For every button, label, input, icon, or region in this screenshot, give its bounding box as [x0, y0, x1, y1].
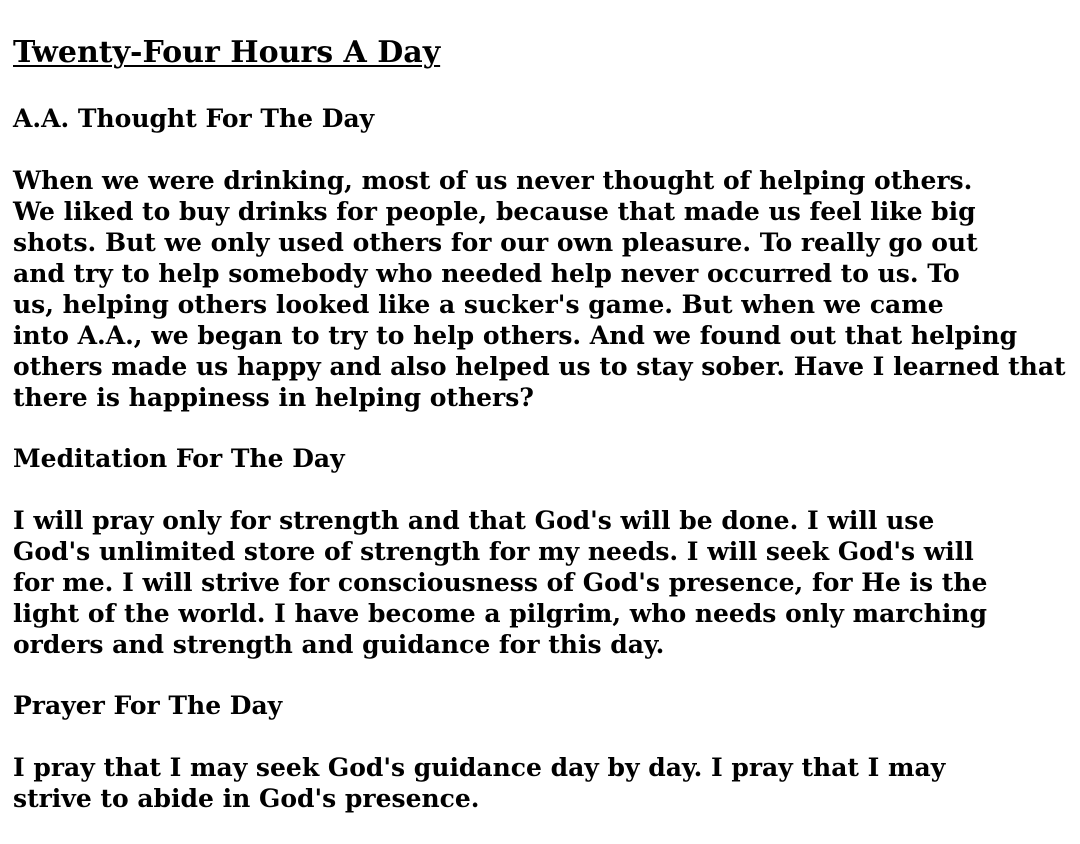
text-line: others made us happy and also helped us to stay sober. Have I learned that: [13, 352, 1066, 381]
text-line: there is happiness in helping others?: [13, 383, 534, 412]
section-heading-prayer: Prayer For The Day: [13, 691, 283, 720]
text-line: and try to help somebody who needed help never occurred to us. To: [13, 259, 960, 288]
text-line: into A.A., we began to try to help others. And we found out that helping: [13, 321, 1018, 350]
text-line: orders and strength and guidance for this day.: [13, 630, 665, 659]
text-line: God's unlimited store of strength for my needs. I will seek God's will: [13, 537, 974, 566]
text-line: I will pray only for strength and that God's will be done. I will use: [13, 506, 935, 535]
page-title: Twenty-Four Hours A Day: [13, 35, 441, 70]
text-line: When we were drinking, most of us never thought of helping others.: [13, 166, 973, 195]
text-line: We liked to buy drinks for people, because that made us feel like big: [13, 197, 976, 226]
text-line: for me. I will strive for consciousness of God's presence, for He is the: [13, 568, 988, 597]
section-body-meditation: [13, 505, 987, 660]
text-line: I pray that I may seek God's guidance day by day. I pray that I may: [13, 753, 946, 782]
text-line: strive to abide in God's presence.: [13, 784, 480, 813]
text-line: light of the world. I have become a pilgrim, who needs only marching: [13, 599, 988, 628]
text-line: us, helping others looked like a sucker's game. But when we came: [13, 290, 944, 319]
section-body-thought: [13, 165, 1066, 413]
section-body-prayer: [13, 752, 945, 814]
section-heading-meditation: Meditation For The Day: [13, 444, 345, 473]
text-line: shots. But we only used others for our own pleasure. To really go out: [13, 228, 978, 257]
section-heading-thought: A.A. Thought For The Day: [13, 104, 375, 133]
